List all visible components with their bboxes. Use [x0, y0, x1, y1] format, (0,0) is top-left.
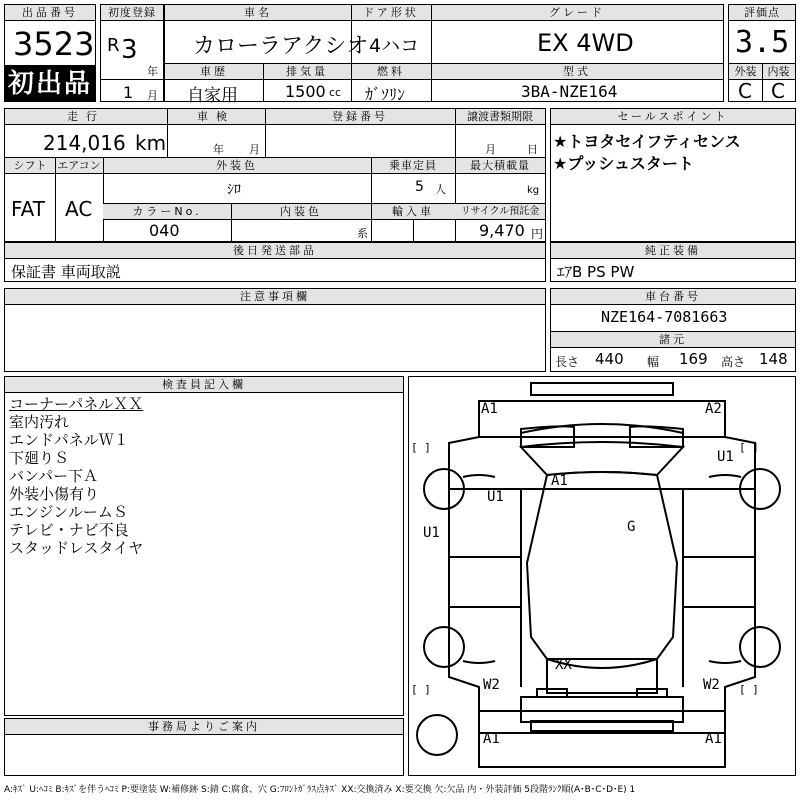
first-reg-label: 初度登録: [101, 5, 163, 21]
mark-a1-roof: A1: [551, 473, 568, 489]
interior-color-unit: 系: [357, 227, 370, 240]
mark-g-glass: G: [627, 519, 636, 535]
import-label: 輸入車: [371, 204, 455, 220]
max-load-unit: kg: [527, 185, 540, 196]
first-listing-badge: [4, 66, 96, 102]
inspector-box: [4, 376, 404, 716]
car-diagram: [408, 376, 796, 776]
mark-u1-left-rocker: U1: [423, 525, 440, 541]
later-items-box: [4, 242, 546, 282]
plate-label: 登録番号: [265, 109, 455, 125]
interior-grade: C: [771, 79, 785, 103]
ac: AC: [65, 197, 93, 221]
notes-label: 注意事項欄: [5, 289, 545, 305]
inspector-label: 検査員記入欄: [5, 377, 403, 393]
first-listing-text: 初出品: [7, 69, 92, 99]
inspector-comments: [9, 395, 143, 557]
transfer-month-unit: 月: [485, 143, 498, 156]
inspector-line-9: スタッドレスタイヤ: [9, 539, 144, 557]
lot-number-box: [4, 4, 96, 66]
color-no: 040: [149, 221, 180, 240]
length: 440: [595, 350, 624, 368]
chassis-box: [550, 288, 796, 372]
height: 148: [759, 350, 788, 368]
genuine-equipment-box: [550, 242, 796, 282]
later-items: 保証書 車両取説: [11, 263, 121, 281]
inspector-line-2: 室内汚れ: [9, 413, 70, 431]
inspector-line-7: エンジンルームＳ: [9, 503, 128, 521]
width-label: 幅: [647, 355, 660, 369]
inspector-line-5: バンパー下Ａ: [9, 467, 98, 485]
mark-u1-right-fender: U1: [717, 449, 734, 465]
capacity-label: 乗車定員: [371, 158, 455, 174]
capacity: 5: [415, 179, 424, 195]
fuel: ｶﾞｿﾘﾝ: [365, 85, 406, 104]
shift: FAT: [11, 197, 46, 221]
mark-bracket-left: [ ]: [411, 441, 431, 454]
mileage-unit: km: [135, 131, 167, 155]
era: R: [107, 35, 120, 56]
dimensions-label: 諸元: [551, 332, 795, 348]
mark-a2-front-right: A2: [705, 401, 722, 417]
recycle-fee: 9,470: [479, 221, 525, 240]
displacement-unit: cc: [329, 86, 342, 99]
height-label: 高さ: [721, 355, 746, 369]
later-items-label: 後日発送部品: [5, 243, 545, 259]
shift-label: シフト: [5, 158, 55, 174]
recycle-label: リサイクル預託金: [455, 204, 545, 220]
mark-a1-rear-right: A1: [705, 731, 722, 747]
mark-bracket-right: [ ]: [739, 441, 759, 454]
interior-grade-label: 内装: [762, 64, 795, 80]
exterior-color-label: 外装色: [103, 158, 371, 174]
ac-label: エアコン: [55, 158, 103, 174]
month-unit: 月: [147, 89, 160, 102]
score: 3.5: [735, 25, 790, 60]
score-label: 評価点: [729, 5, 795, 21]
mark-w2-right: W2: [703, 677, 720, 693]
inspector-line-4: 下廻りＳ: [9, 449, 70, 467]
displacement-label: 排気量: [263, 64, 351, 80]
office-label: 事務局よりご案内: [5, 719, 403, 735]
mark-xx-trunk: XX: [555, 657, 572, 673]
inspector-line-1: コーナーパネルＸＸ: [9, 395, 144, 413]
color-no-label: カラーNo.: [103, 204, 231, 220]
legend: A:ｷｽﾞ U:ﾍｺﾐ B:ｷｽﾞを伴うﾍｺﾐ P:要塗装 W:補修跡 S:錆 C:腐食、穴 G:ﾌﾛﾝﾄｶﾞﾗｽ点ｷｽﾞ XX:交換済み X:要交換 欠:欠品 内・外装評価 5段階ﾗﾝｸ順(A･B･C･D･E) 1: [4, 785, 636, 795]
mark-a1-front-left: A1: [481, 401, 498, 417]
sales-point-2: ★プッシュスタート: [553, 154, 694, 173]
mark-a1-rear-left: A1: [483, 731, 500, 747]
interior-color-label: 内装色: [231, 204, 371, 220]
capacity-unit: 人: [435, 183, 448, 196]
mark-bracket-lower-left: [ ]: [411, 683, 431, 696]
fuel-label: 燃料: [351, 64, 431, 80]
recycle-unit: 円: [531, 227, 544, 241]
model-code: 3BA-NZE164: [521, 82, 618, 101]
history: 自家用: [187, 86, 238, 106]
sales-point-1: ★トヨタセイフティセンス: [553, 132, 741, 151]
notes-box: [4, 288, 546, 372]
mark-u1-left-door: U1: [487, 489, 504, 505]
mileage-label: 走行: [5, 109, 167, 125]
grade: EX 4WD: [537, 29, 634, 57]
history-label: 車歴: [165, 64, 263, 80]
mileage: 214,016: [43, 131, 126, 155]
inspection-year-unit: 年: [213, 143, 226, 156]
car-outline-drawing: [409, 377, 795, 775]
first-reg-year: 3: [121, 35, 138, 65]
mark-w2-left: W2: [483, 677, 500, 693]
model-code-label: 型式: [431, 64, 723, 80]
lot-label: 出品番号: [5, 5, 95, 21]
exterior-color: ｼﾛ: [227, 182, 241, 198]
max-load-label: 最大積載量: [455, 158, 545, 174]
displacement: 1500: [285, 82, 326, 101]
genuine-equipment: ｴｱB PS PW: [557, 263, 635, 281]
office-box: [4, 718, 404, 776]
inspection-month-unit: 月: [249, 143, 262, 156]
vehicle-main-box: [164, 4, 724, 106]
inspector-line-3: エンドパネルＷ１: [9, 431, 129, 449]
grade-label: グレード: [431, 5, 723, 21]
door-label: ドア形状: [351, 5, 431, 21]
score-box: [728, 4, 796, 102]
chassis-number: NZE164-7081663: [601, 308, 728, 326]
transfer-day-unit: 日: [527, 143, 540, 156]
inspector-line-6: 外装小傷有り: [9, 485, 100, 503]
inspector-line-8: テレビ・ナビ不良: [9, 521, 129, 539]
first-reg-month: 1: [123, 83, 134, 102]
length-label: 長さ: [555, 355, 580, 369]
door-type: 4ハコ: [369, 35, 420, 57]
car-name-label: 車名: [165, 5, 351, 21]
sales-points-label: セールスポイント: [551, 109, 795, 125]
specs-box: [4, 108, 546, 242]
inspection-label: 車検: [167, 109, 265, 125]
exterior-grade-label: 外装: [729, 64, 762, 80]
genuine-equipment-label: 純正装備: [551, 243, 795, 259]
year-unit: 年: [147, 65, 160, 78]
chassis-label: 車台番号: [551, 289, 795, 305]
lot-number: 3523: [13, 25, 95, 63]
mark-bracket-lower-right: [ ]: [739, 683, 759, 696]
sales-points-box: [550, 108, 796, 242]
width: 169: [679, 350, 708, 368]
car-name: カローラアクシオ: [193, 34, 369, 59]
exterior-grade: C: [738, 79, 752, 103]
transfer-deadline-label: 譲渡書類期限: [455, 109, 545, 125]
first-registration-box: [100, 4, 164, 102]
